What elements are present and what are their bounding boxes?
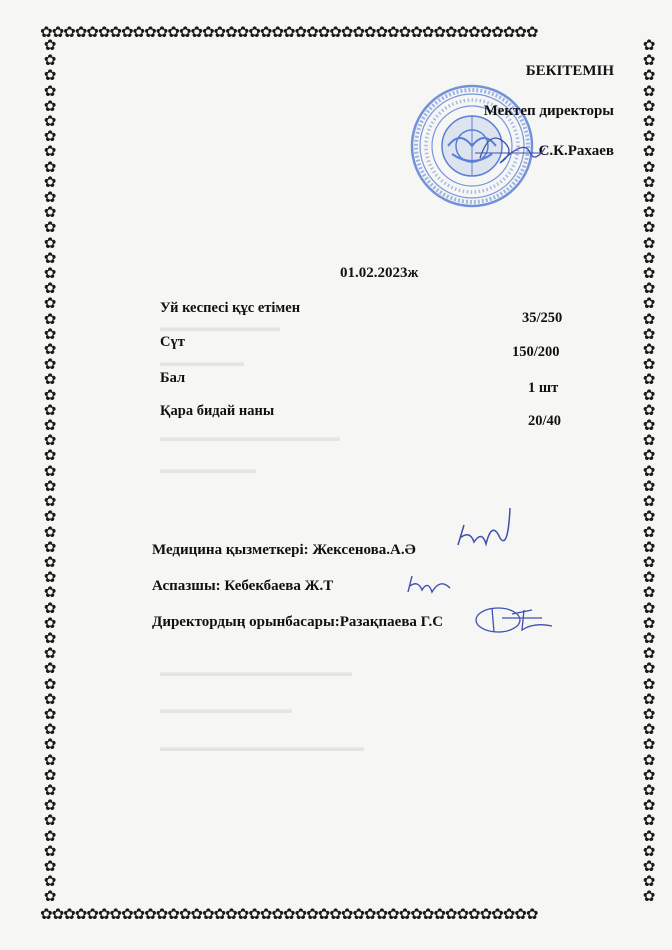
approval-position: Мектеп директоры	[483, 103, 614, 119]
decorative-border-top: ✿✿✿✿✿✿✿✿✿✿✿✿✿✿✿✿✿✿✿✿✿✿✿✿✿✿✿✿✿✿✿✿✿✿✿✿✿✿✿✿✿✿✿	[40, 24, 538, 40]
cook-signature	[400, 568, 460, 602]
staff-cook: Аспазшы: Кебекбаева Ж.Т	[152, 578, 334, 594]
menu-item-name: Бал	[160, 370, 186, 386]
menu-item	[160, 403, 580, 427]
show-through-artifact: ▬▬▬▬▬▬▬▬▬▬▬▬▬▬▬	[160, 430, 340, 444]
medical-signature	[450, 500, 520, 560]
menu-item-name: Сүт	[160, 334, 185, 350]
staff-medical: Медицина қызметкері: Жексенова.А.Ә	[152, 542, 416, 558]
menu-item-qty: 1 шт	[528, 380, 559, 396]
decorative-border-right: ✿ ✿ ✿ ✿ ✿ ✿ ✿ ✿ ✿ ✿ ✿ ✿ ✿ ✿ ✿ ✿ ✿ ✿ ✿ ✿ ✿ ✿ ✿ ✿ ✿ ✿ ✿ ✿ ✿ ✿ ✿ ✿ ✿ ✿ ✿ ✿ ✿ ✿ ✿ ✿ ✿ ✿ ✿ ✿ ✿ ✿ ✿ ✿ ✿ ✿ ✿ ✿ ✿ ✿ ✿ ✿ ✿	[642, 38, 656, 906]
decorative-border-bottom: ✿✿✿✿✿✿✿✿✿✿✿✿✿✿✿✿✿✿✿✿✿✿✿✿✿✿✿✿✿✿✿✿✿✿✿✿✿✿✿✿✿✿✿	[40, 906, 538, 922]
menu-item-name: Уй кеспесі құс етімен	[160, 300, 301, 316]
menu-date: 01.02.2023ж	[340, 265, 419, 281]
show-through-artifact: ▬▬▬▬▬▬▬▬▬▬▬	[160, 702, 292, 716]
show-through-artifact: ▬▬▬▬▬▬▬▬	[160, 462, 256, 476]
approval-signatory: С.К.Рахаев	[538, 143, 614, 159]
menu-item	[160, 300, 580, 324]
show-through-artifact: ▬▬▬▬▬▬▬	[160, 355, 244, 369]
decorative-border-left: ✿ ✿ ✿ ✿ ✿ ✿ ✿ ✿ ✿ ✿ ✿ ✿ ✿ ✿ ✿ ✿ ✿ ✿ ✿ ✿ ✿ ✿ ✿ ✿ ✿ ✿ ✿ ✿ ✿ ✿ ✿ ✿ ✿ ✿ ✿ ✿ ✿ ✿ ✿ ✿ ✿ ✿ ✿ ✿ ✿ ✿ ✿ ✿ ✿ ✿ ✿ ✿ ✿ ✿ ✿ ✿ ✿	[43, 38, 57, 906]
show-through-artifact: ▬▬▬▬▬▬▬▬▬▬▬▬▬▬▬▬▬	[160, 740, 364, 754]
menu-item	[160, 334, 580, 358]
staff-deputy: Директордың орынбасары:Разақпаева Г.С	[152, 614, 444, 630]
deputy-signature	[472, 596, 562, 642]
approval-title: БЕКІТЕМІН	[525, 63, 614, 79]
menu-item-qty: 150/200	[512, 344, 560, 360]
menu-item-qty: 35/250	[522, 310, 563, 326]
show-through-artifact: ▬▬▬▬▬▬▬▬▬▬	[160, 320, 280, 334]
menu-item-name: Қара бидай наны	[160, 403, 275, 419]
menu-item-qty: 20/40	[528, 413, 562, 429]
director-signature	[470, 118, 550, 178]
show-through-artifact: ▬▬▬▬▬▬▬▬▬▬▬▬▬▬▬▬	[160, 665, 352, 679]
menu-item	[160, 370, 580, 394]
